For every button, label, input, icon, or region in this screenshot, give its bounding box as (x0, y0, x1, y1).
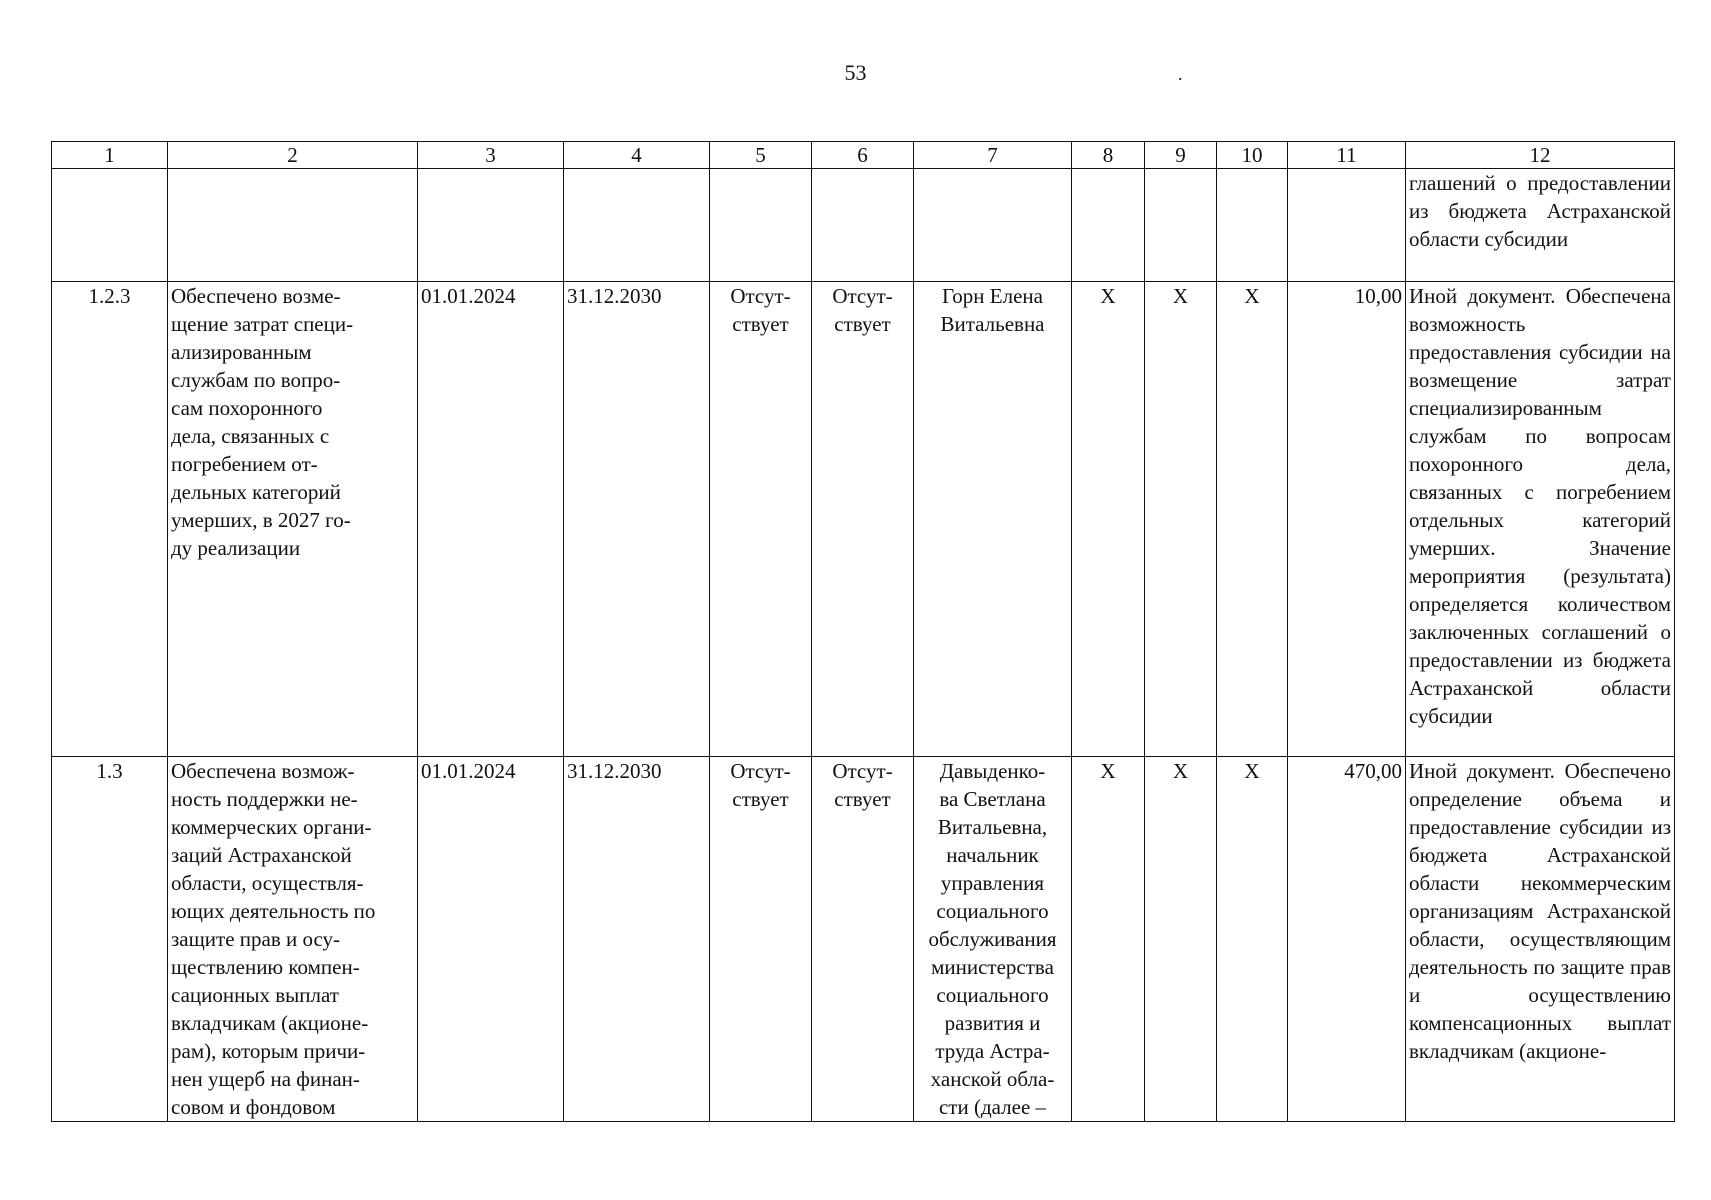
cell-amount: 10,00 (1288, 282, 1406, 757)
header-cell-11: 11 (1288, 142, 1406, 169)
cell-document: глашений о предоставлении из бюджета Астраханской области субсидии (1406, 169, 1675, 282)
header-cell-2: 2 (168, 142, 418, 169)
cell-start-date: 01.01.2024 (418, 757, 564, 1122)
cell-col10 (1217, 169, 1288, 282)
cell-start-date: 01.01.2024 (418, 282, 564, 757)
header-cell-1: 1 (52, 142, 168, 169)
header-cell-8: 8 (1072, 142, 1145, 169)
cell-col10: Х (1217, 282, 1288, 757)
cell-amount (1288, 169, 1406, 282)
page-number: 53 (844, 60, 867, 85)
header-cell-9: 9 (1145, 142, 1217, 169)
header-cell-4: 4 (564, 142, 710, 169)
header-cell-12: 12 (1406, 142, 1675, 169)
cell-responsible (914, 169, 1072, 282)
cell-start-date (418, 169, 564, 282)
cell-number: 1.2.3 (52, 282, 168, 757)
cell-col8: Х (1072, 282, 1145, 757)
header-cell-7: 7 (914, 142, 1072, 169)
table-row (52, 282, 1675, 757)
cell-description: Обеспечено возме- щение затрат специ- ализированным службам по вопро- сам похоронного дела, связанных с погребением от- дельных категорий умерших, в 2027 го- ду реализации (168, 282, 418, 757)
cell-end-date: 31.12.2030 (564, 757, 710, 1122)
data-table (51, 141, 1675, 1122)
header-row (52, 142, 1675, 169)
cell-responsible: Горн Елена Витальевна (914, 282, 1072, 757)
cell-col9: Х (1145, 757, 1217, 1122)
cell-description: Обеспечена возмож- ность поддержки не- коммерческих органи- заций Астраханской области, осуществля- ющих деятельность по защите прав и осу- ществлению компен- сационных выплат вкладчикам (акционе- рам), которым причи- нен ущерб на финан- совом и фондовом (168, 757, 418, 1122)
cell-col5 (710, 169, 812, 282)
cell-col8 (1072, 169, 1145, 282)
table-row (52, 169, 1675, 282)
cell-amount: 470,00 (1288, 757, 1406, 1122)
cell-col10: Х (1217, 757, 1288, 1122)
cell-col9: Х (1145, 282, 1217, 757)
cell-end-date (564, 169, 710, 282)
cell-description (168, 169, 418, 282)
cell-col8: Х (1072, 757, 1145, 1122)
header-cell-6: 6 (812, 142, 914, 169)
cell-col6: Отсут- ствует (812, 282, 914, 757)
cell-col6: Отсут- ствует (812, 757, 914, 1122)
cell-col6 (812, 169, 914, 282)
cell-document: Иной документ. Обеспечена возможность предоставления субсидии на возмещение затрат специализированным службам по вопросам похоронного дела, связанных с погребением отдельных категорий умерших. Значение мероприятия (результата) определяется количеством заключенных соглашений о предоставлении из бюджета Астраханской области субсидии (1406, 282, 1675, 757)
cell-document: Иной документ. Обеспечено определение объема и предоставление субсидии из бюджета Астраханской области некоммерческим организациям Астраханской области, осуществляющим деятельность по защите прав и осуществлению компенсационных выплат вкладчикам (акционе- (1406, 757, 1675, 1122)
stray-mark: . (1178, 64, 1183, 84)
table-row (52, 757, 1675, 1122)
cell-end-date: 31.12.2030 (564, 282, 710, 757)
header-cell-3: 3 (418, 142, 564, 169)
header-cell-10: 10 (1217, 142, 1288, 169)
cell-col5: Отсут- ствует (710, 757, 812, 1122)
cell-number (52, 169, 168, 282)
cell-number: 1.3 (52, 757, 168, 1122)
cell-col9 (1145, 169, 1217, 282)
header-cell-5: 5 (710, 142, 812, 169)
cell-responsible: Давыденко- ва Светлана Витальевна, начальник управления социального обслуживания министерства социального развития и труда Астра- ханской обла- сти (далее – (914, 757, 1072, 1122)
cell-col5: Отсут- ствует (710, 282, 812, 757)
